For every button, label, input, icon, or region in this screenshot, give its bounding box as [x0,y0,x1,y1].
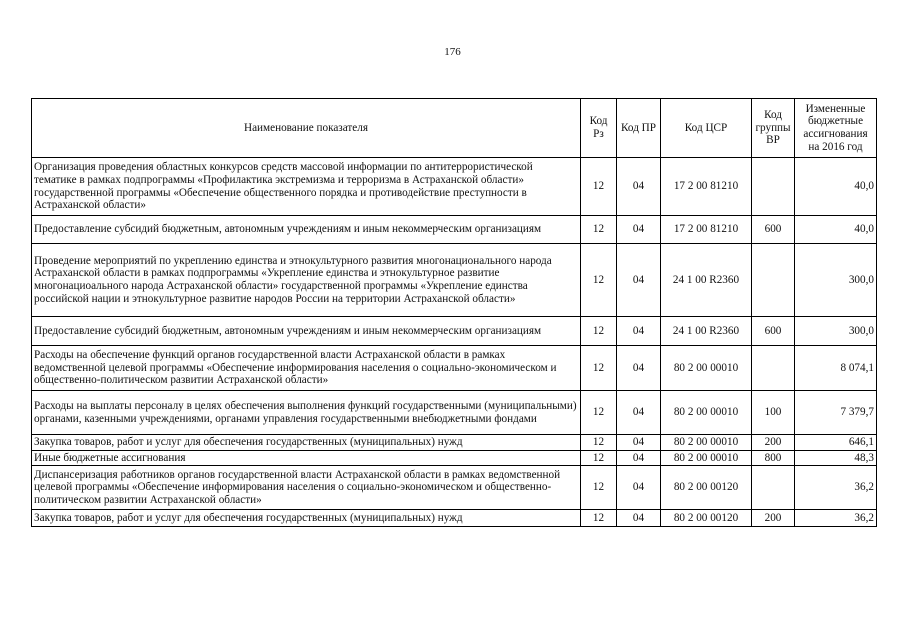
row-pr: 04 [617,346,661,391]
table-header-row [32,99,877,158]
row-csr: 80 2 00 00120 [661,466,752,510]
table-row [32,346,877,391]
row-rz: 12 [581,317,617,346]
row-csr: 80 2 00 00010 [661,451,752,466]
row-rz: 12 [581,435,617,451]
header-pr: Код ПР [617,99,661,158]
row-vr [752,244,795,317]
row-csr: 80 2 00 00120 [661,510,752,527]
table-row [32,435,877,451]
row-pr: 04 [617,216,661,244]
row-rz: 12 [581,158,617,216]
row-csr: 24 1 00 R2360 [661,244,752,317]
table-row [32,466,877,510]
row-rz: 12 [581,451,617,466]
row-amount: 48,3 [795,451,877,466]
row-amount: 300,0 [795,317,877,346]
row-pr: 04 [617,466,661,510]
budget-table [31,98,877,527]
row-amount: 8 074,1 [795,346,877,391]
header-vr: Код группы ВР [752,99,795,158]
row-pr: 04 [617,317,661,346]
row-rz: 12 [581,244,617,317]
row-vr: 600 [752,317,795,346]
table-row [32,158,877,216]
row-csr: 80 2 00 00010 [661,391,752,435]
row-csr: 17 2 00 81210 [661,158,752,216]
row-csr: 24 1 00 R2360 [661,317,752,346]
table-row [32,244,877,317]
row-csr: 80 2 00 00010 [661,346,752,391]
row-name: Предоставление субсидий бюджетным, автономным учреждениям и иным некоммерческим организациям [32,317,581,346]
header-rz: Код Рз [581,99,617,158]
row-amount: 7 379,7 [795,391,877,435]
row-amount: 300,0 [795,244,877,317]
row-vr [752,346,795,391]
row-pr: 04 [617,510,661,527]
row-amount: 646,1 [795,435,877,451]
row-vr [752,158,795,216]
row-name: Расходы на обеспечение функций органов государственной власти Астраханской области в рамках ведомственной целевой программы «Обеспечение информирования населения о социально-экономическом и общественно-политическом развитии Астраханской области» [32,346,581,391]
row-amount: 36,2 [795,466,877,510]
row-vr: 200 [752,435,795,451]
row-csr: 80 2 00 00010 [661,435,752,451]
header-csr: Код ЦСР [661,99,752,158]
row-pr: 04 [617,158,661,216]
page-number: 176 [444,46,461,58]
row-pr: 04 [617,451,661,466]
row-amount: 40,0 [795,216,877,244]
row-vr: 100 [752,391,795,435]
table-row [32,391,877,435]
table-row [32,451,877,466]
header-amount: Измененные бюджетные ассигнования на 2016 год [795,99,877,158]
row-amount: 36,2 [795,510,877,527]
row-rz: 12 [581,391,617,435]
row-vr [752,466,795,510]
row-name: Проведение мероприятий по укреплению единства и этнокультурного развития многонационального народа Астраханской области в рамках подпрограммы «Укрепление единства и этнокультурное развитие многонациоального народа Астраханской области» государственной программы «Укрепление единства российской нации и этнокультурное развитие народов России на территории Астраханской области» [32,244,581,317]
table-row [32,216,877,244]
row-rz: 12 [581,510,617,527]
row-name: Предоставление субсидий бюджетным, автономным учреждениям и иным некоммерческим организациям [32,216,581,244]
header-name: Наименование показателя [32,99,581,158]
row-amount: 40,0 [795,158,877,216]
row-name: Закупка товаров, работ и услуг для обеспечения государственных (муниципальных) нужд [32,435,581,451]
row-name: Иные бюджетные ассигнования [32,451,581,466]
row-vr: 200 [752,510,795,527]
row-pr: 04 [617,435,661,451]
row-name: Закупка товаров, работ и услуг для обеспечения государственных (муниципальных) нужд [32,510,581,527]
row-name: Организация проведения областных конкурсов средств массовой информации по антитеррористической тематике в рамках подпрограммы «Профилактика экстремизма и терроризма в Астраханской области» государственной программы «Обеспечение общественного порядка и противодействие преступности в Астраханской области» [32,158,581,216]
row-pr: 04 [617,391,661,435]
table-row [32,510,877,527]
row-name: Расходы на выплаты персоналу в целях обеспечения выполнения функций государственными (муниципальными) органами, казенными учреждениями, органами управления государственными внебюджетными фондами [32,391,581,435]
row-pr: 04 [617,244,661,317]
row-rz: 12 [581,346,617,391]
row-csr: 17 2 00 81210 [661,216,752,244]
row-name: Диспансеризация работников органов государственной власти Астраханской области в рамках ведомственной целевой программы «Обеспечение информирования населения о социально-экономическом и общественно-политическом развитии Астраханской области» [32,466,581,510]
row-rz: 12 [581,216,617,244]
row-vr: 800 [752,451,795,466]
table-row [32,317,877,346]
row-rz: 12 [581,466,617,510]
row-vr: 600 [752,216,795,244]
